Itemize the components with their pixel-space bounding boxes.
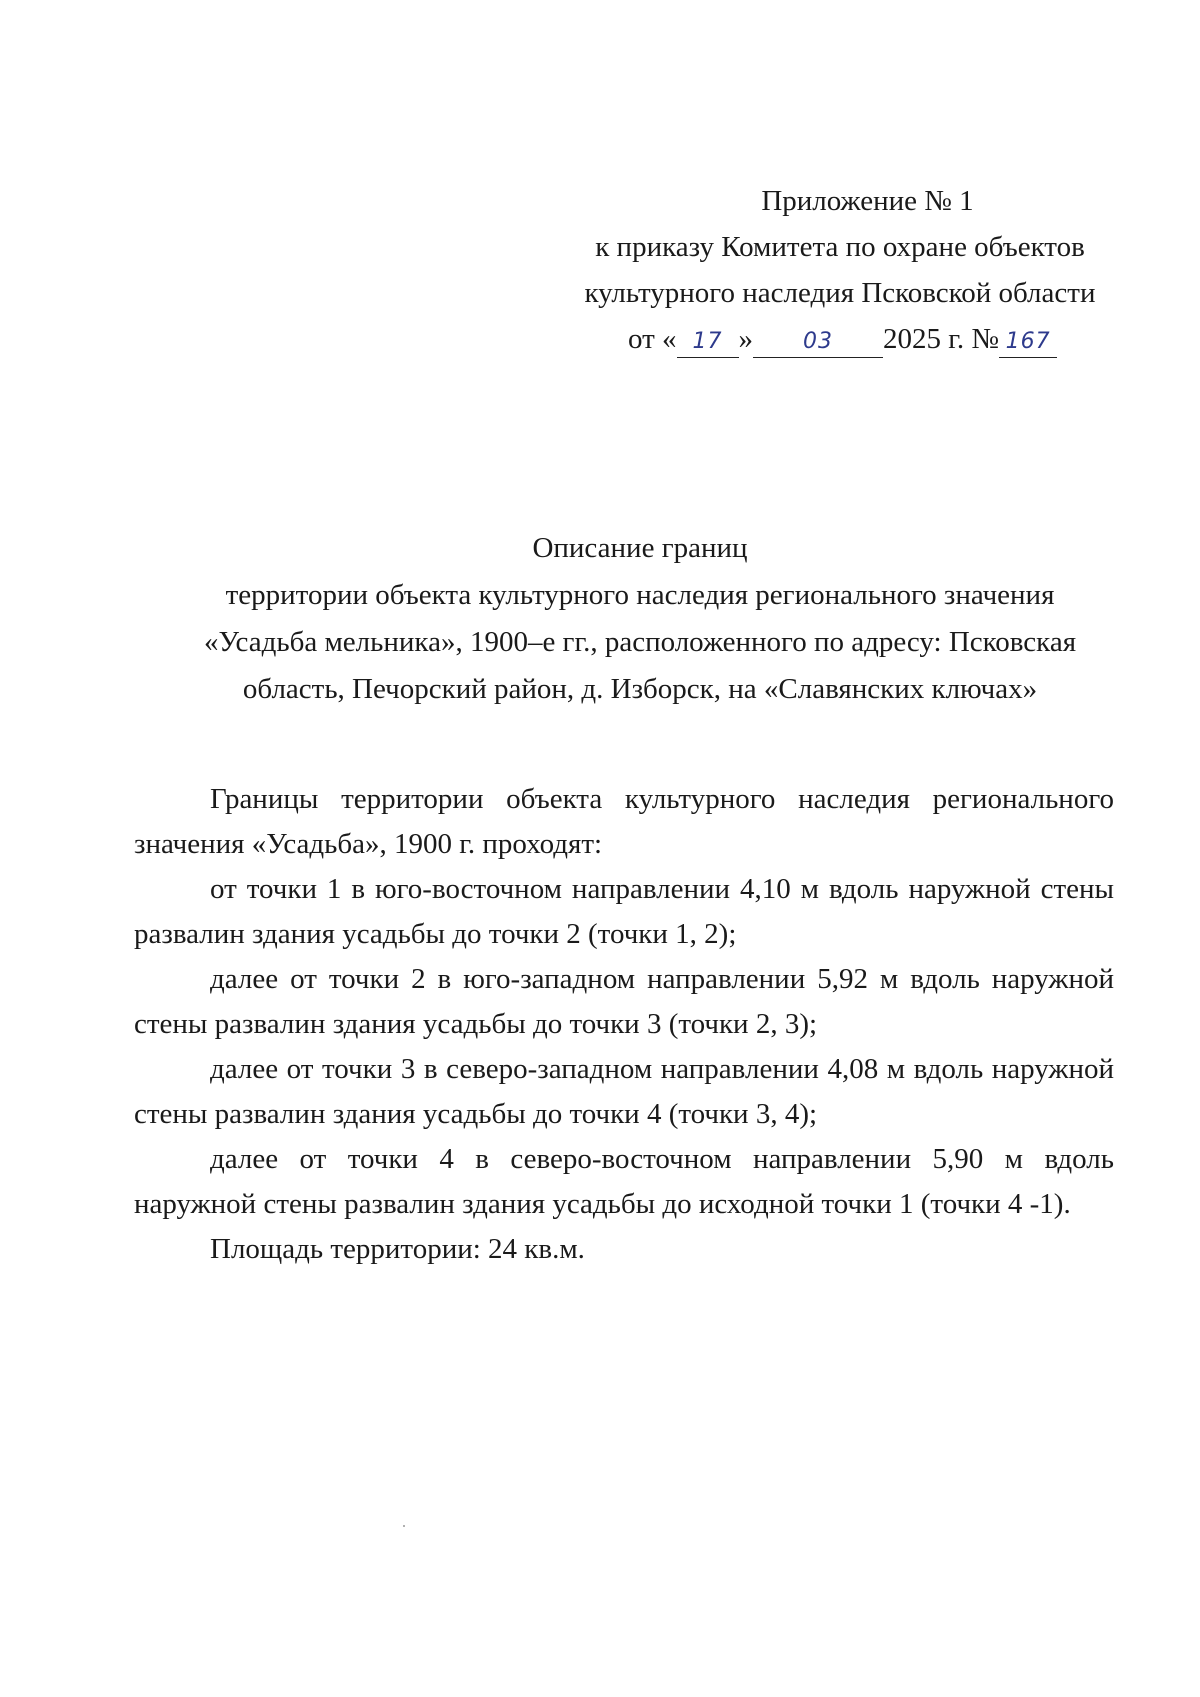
boundary-segment-4: далее от точки 4 в северо-восточном направлении 5,90 м вдоль наружной стены развалин здания усадьбы до исходной точки 1 (точки 4 -1).	[134, 1143, 1114, 1220]
appendix-order-line: к приказу Комитета по охране объектов	[595, 231, 1085, 263]
scan-speck	[403, 1525, 405, 1527]
title-line-2: территории объекта культурного наследия регионального значения	[225, 579, 1055, 611]
boundary-segment-1: от точки 1 в юго-восточном направлении 4,10 м вдоль наружной стены развалин здания усадьбы до точки 2 (точки 1, 2);	[134, 873, 1114, 950]
document-title	[150, 525, 1130, 713]
document-body	[134, 777, 1114, 1272]
date-prefix: от «	[628, 323, 677, 355]
date-mid: »	[738, 323, 754, 355]
title-line-4: область, Печорский район, д. Изборск, на «Славянских ключах»	[242, 673, 1038, 705]
handwritten-month: 03	[803, 329, 834, 354]
appendix-header	[560, 178, 1120, 362]
appendix-title: Приложение № 1	[761, 185, 974, 217]
date-month-field	[753, 324, 883, 358]
date-day-field	[677, 324, 739, 358]
handwritten-order-number: 167	[1005, 329, 1051, 354]
body-intro: Границы территории объекта культурного наследия регионального значения «Усадьба», 1900 г. проходят:	[134, 783, 1114, 860]
boundary-segment-3: далее от точки 3 в северо-западном направлении 4,08 м вдоль наружной стены развалин здания усадьбы до точки 4 (точки 3, 4);	[134, 1053, 1114, 1130]
title-line-3: «Усадьба мельника», 1900–е гг., расположенного по адресу: Псковская	[203, 626, 1077, 658]
boundary-segment-2: далее от точки 2 в юго-западном направлении 5,92 м вдоль наружной стены развалин здания усадьбы до точки 3 (точки 2, 3);	[134, 963, 1114, 1040]
appendix-date-line	[560, 316, 1120, 362]
handwritten-day: 17	[692, 329, 723, 354]
title-line-1: Описание границ	[532, 532, 748, 564]
date-year-text: 2025 г. №	[883, 323, 1000, 355]
order-number-field	[999, 324, 1057, 358]
appendix-committee-line: культурного наследия Псковской области	[584, 277, 1096, 309]
area-statement: Площадь территории: 24 кв.м.	[210, 1233, 585, 1265]
